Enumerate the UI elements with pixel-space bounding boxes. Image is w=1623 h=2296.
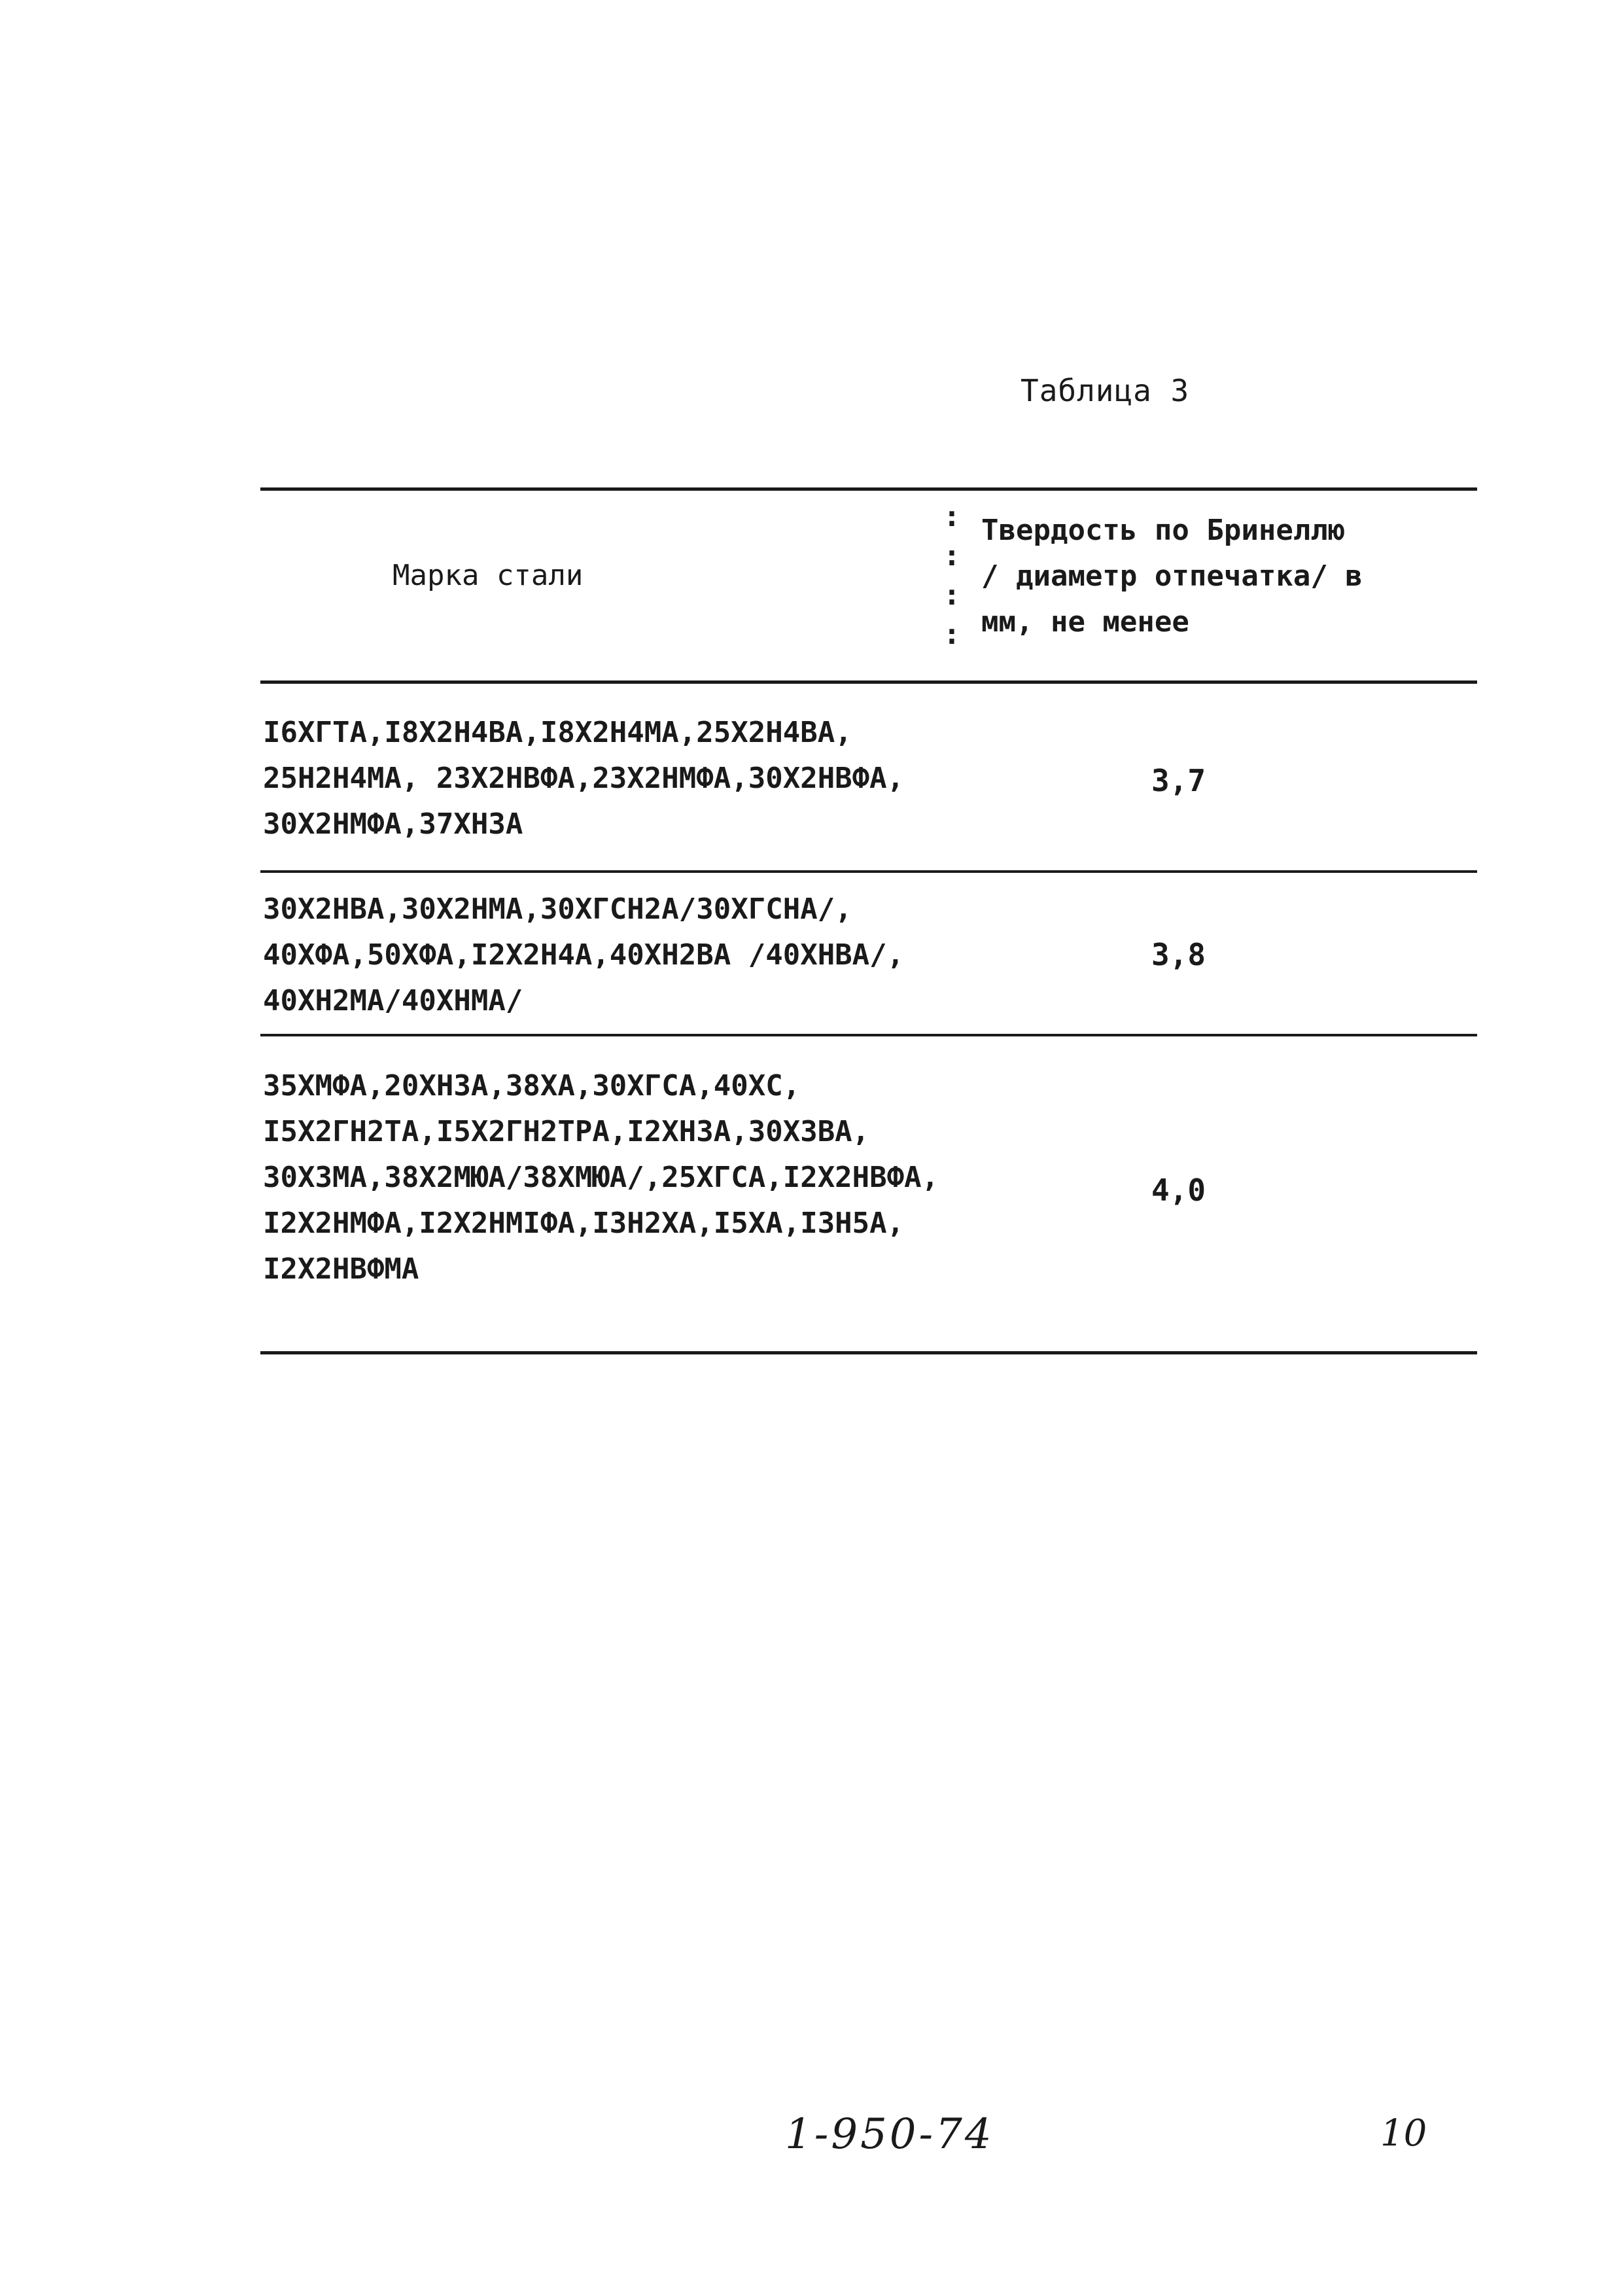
grade-line: 30Х2НВА,30Х2НМА,30ХГСН2А/30ХГСНА/, <box>263 892 852 926</box>
grade-line: 25Н2Н4МА, 23Х2НВФА,23Х2НМФА,30Х2НВФА, <box>263 762 905 795</box>
column-separator: : : : : <box>943 500 961 651</box>
header-hardness-line: Твердость по Бринеллю <box>981 514 1346 547</box>
page-number: 10 <box>1380 2112 1427 2155</box>
table-row-value: 3,7 <box>1151 763 1206 798</box>
table-caption: Таблица 3 <box>1021 373 1190 408</box>
document-number: 1-950-74 <box>785 2110 994 2159</box>
grade-line: 35ХМФА,20ХН3А,38ХА,30ХГСА,40ХС, <box>263 1069 801 1103</box>
row-divider <box>260 1034 1477 1036</box>
table-row-value: 4,0 <box>1151 1173 1206 1208</box>
header-hardness-line: мм, не менее <box>981 605 1189 639</box>
grade-line: 30Х2НМФА,37ХН3А <box>263 807 523 841</box>
header-hardness-line: / диаметр отпечатка/ в <box>981 559 1363 593</box>
header-steel-grade: Марка стали <box>393 559 584 592</box>
table-row-value: 3,8 <box>1151 937 1206 972</box>
grade-line: 30Х3МА,38Х2МЮА/38ХМЮА/,25ХГСА,I2Х2НВФА, <box>263 1161 939 1194</box>
table-row-grades <box>263 1063 983 1292</box>
grade-line: I2Х2НВФМА <box>263 1252 419 1286</box>
header-bottom-rule <box>260 680 1477 684</box>
table-top-rule <box>260 487 1477 491</box>
grade-line: I5Х2ГН2ТА,I5Х2ГН2ТРА,I2ХН3А,30Х3ВА, <box>263 1115 870 1148</box>
header-hardness <box>981 508 1452 645</box>
table-bottom-rule <box>260 1351 1477 1354</box>
grade-line: 40ХН2МА/40ХНМА/ <box>263 984 523 1017</box>
grade-line: 40ХФА,50ХФА,I2Х2Н4А,40ХН2ВА /40ХНВА/, <box>263 938 905 972</box>
table-row-grades <box>263 887 983 1024</box>
grade-line: I2Х2НМФА,I2Х2НМIФА,I3Н2ХА,I5ХА,I3Н5А, <box>263 1207 905 1240</box>
table-row-grades <box>263 710 983 847</box>
row-divider <box>260 870 1477 873</box>
grade-line: I6ХГТА,I8Х2Н4ВА,I8Х2Н4МА,25Х2Н4ВА, <box>263 716 852 749</box>
